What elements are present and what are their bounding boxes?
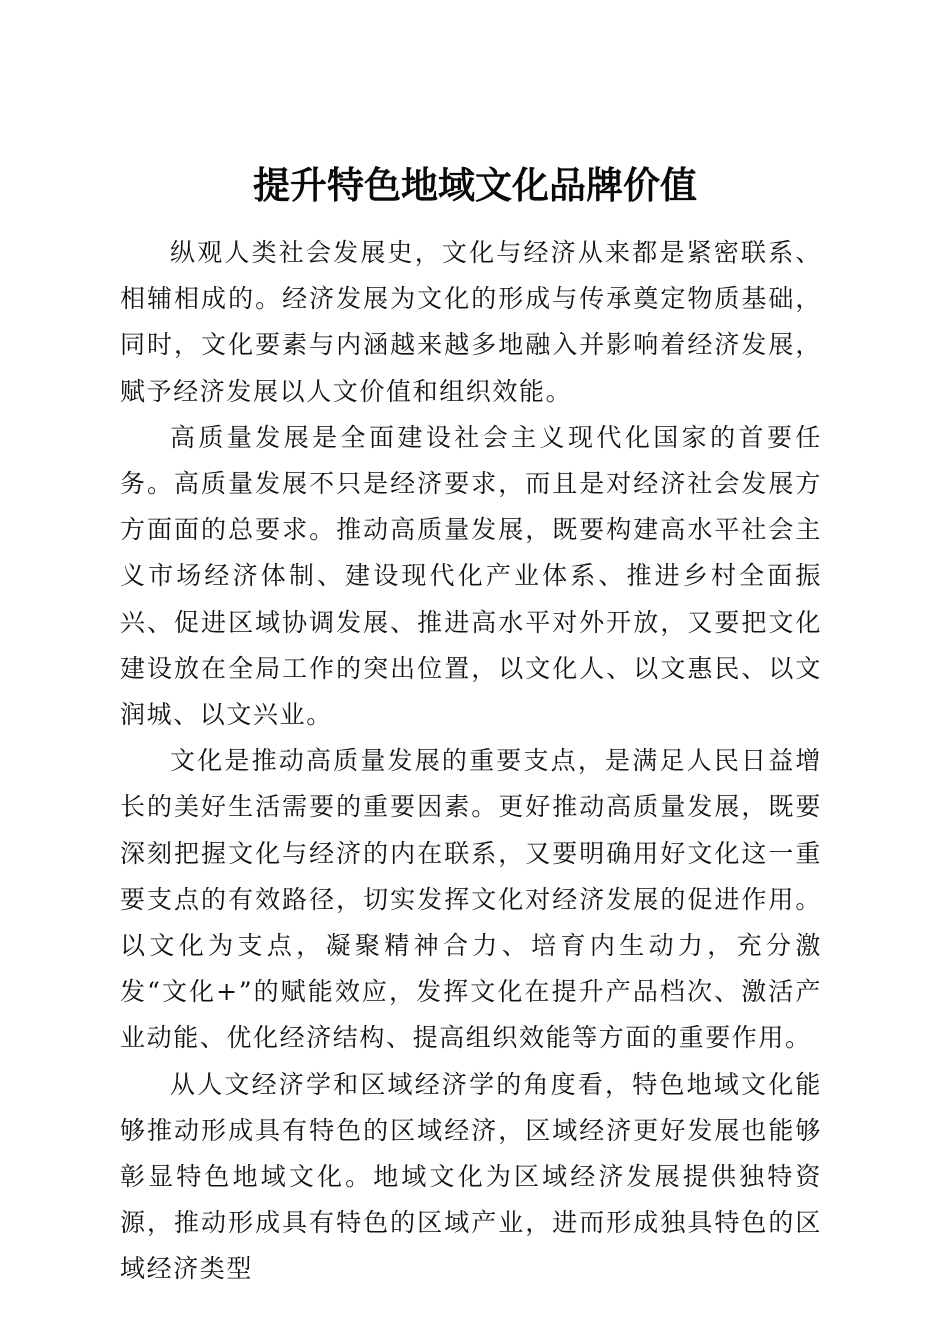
paragraph: 从人文经济学和区域经济学的角度看，特色地域文化能够推动形成具有特色的区域经济，区域经济更好发展也能够彰显特色地域文化。地域文化为区域经济发展提供独特资源，推动形成具有特色的区域产业，进而形成独具特色的区域经济类型 (120, 1069, 822, 1284)
document-body (120, 230, 822, 1293)
paragraph: 文化是推动高质量发展的重要支点，是满足人民日益增长的美好生活需要的重要因素。更好推动高质量发展，既要深刻把握文化与经济的内在联系，又要明确用好文化这一重要支点的有效路径，切实发挥文化对经济发展的促进作用。以文化为支点，凝聚精神合力、培育内生动力，充分激发“文化+”的赋能效应，发挥文化在提升产品档次、激活产业动能、优化经济结构、提高组织效能等方面的重要作用。 (120, 746, 822, 1053)
paragraph: 纵观人类社会发展史，文化与经济从来都是紧密联系、相辅相成的。经济发展为文化的形成与传承奠定物质基础，同时，文化要素与内涵越来越多地融入并影响着经济发展，赋予经济发展以人文价值和组织效能。 (120, 238, 822, 406)
document-title: 提升特色地域文化品牌价值 (253, 162, 697, 207)
paragraph: 高质量发展是全面建设社会主义现代化国家的首要任务。高质量发展不只是经济要求，而且是对经济社会发展方方面面的总要求。推动高质量发展，既要构建高水平社会主义市场经济体制、建设现代化产业体系、推进乡村全面振兴、促进区域协调发展、推进高水平对外开放，又要把文化建设放在全局工作的突出位置，以文化人、以文惠民、以文润城、以文兴业。 (120, 422, 822, 730)
